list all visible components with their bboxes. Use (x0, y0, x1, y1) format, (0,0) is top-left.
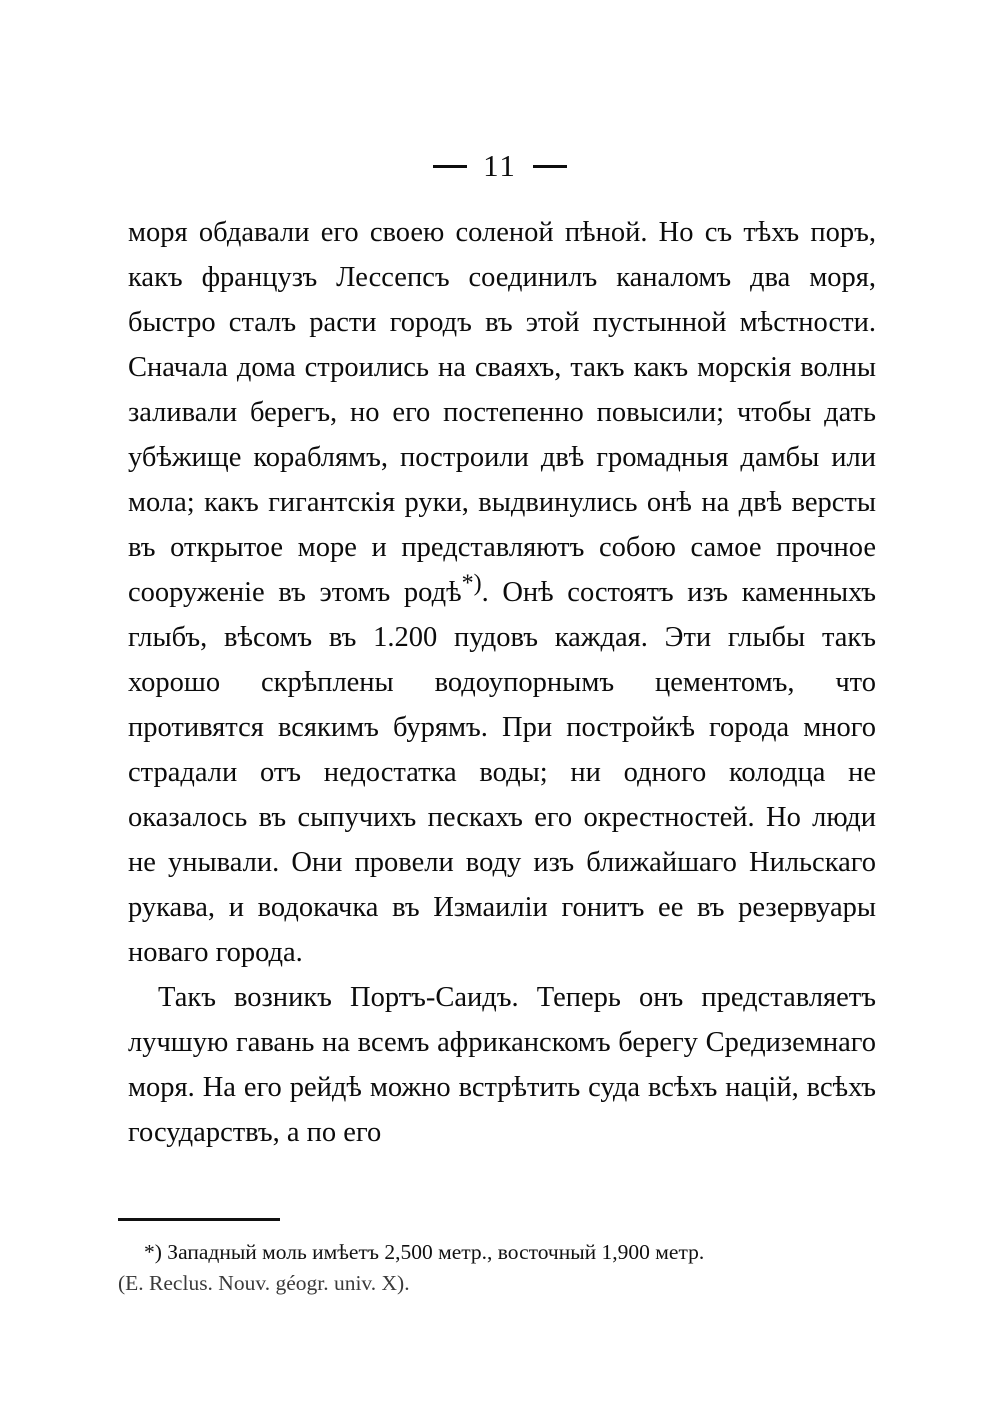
folio-dash-right (533, 165, 567, 168)
footnote-text: Западный моль имѣетъ 2,500 метр., восточный 1,900 метр. (167, 1240, 705, 1264)
footnote-line-1 (118, 1237, 880, 1268)
footnote-reference-marker[interactable]: *) (461, 570, 482, 597)
page-number: 11 (483, 148, 517, 183)
paragraph-2-text: Такъ возникъ Портъ-Саидъ. Теперь онъ представляетъ лучшую гавань на всемъ африканскомъ берегу Средиземнаго моря. На его рейдѣ можно встрѣтить суда всѣхъ націй, всѣхъ государствъ, а по его (128, 982, 876, 1148)
paragraph-1-text-after-footnote: . Онѣ состоятъ изъ каменныхъ глыбъ, вѣсомъ въ 1.200 пудовъ каждая. Эти глыбы такъ хорошо скрѣплены водоупорнымъ цементомъ, что противятся всякимъ бурямъ. При постройкѣ города много страдали отъ недостатка воды; ни одного колодца не оказалось въ сыпучихъ пескахъ его окрестностей. Но люди не унывали. Они провели воду изъ ближайшаго Нильскаго рукава, и водокачка въ Измаиліи гонитъ ее въ резервуары новаго города. (128, 577, 876, 968)
paragraph-1-text-before-footnote: моря обдавали его своею соленой пѣной. Но съ тѣхъ поръ, какъ французъ Лессепсъ соединилъ каналомъ два моря, быстро сталъ расти городъ въ этой пустынной мѣстности. Сначала дома строились на сваяхъ, такъ какъ морскія волны заливали берегъ, но его постепенно повысили; чтобы дать убѣжище кораблямъ, построили двѣ громадныя дамбы или мола; какъ гигантскія руки, выдвинулись онѣ на двѣ версты въ открытое море и представляютъ собою самое прочное сооруженіе въ этомъ родѣ (128, 217, 876, 608)
footnote-block (118, 1218, 880, 1299)
footnote-source-citation: (E. Reclus. Nouv. géogr. univ. X). (118, 1271, 410, 1295)
folio-dash-left (433, 165, 467, 168)
page-number-header (0, 148, 1000, 184)
footnote-marker: *) (144, 1240, 162, 1264)
body-text-block (128, 210, 876, 1155)
footnote-separator-rule (118, 1218, 280, 1221)
paragraph-1 (128, 210, 876, 975)
paragraph-2 (128, 975, 876, 1155)
